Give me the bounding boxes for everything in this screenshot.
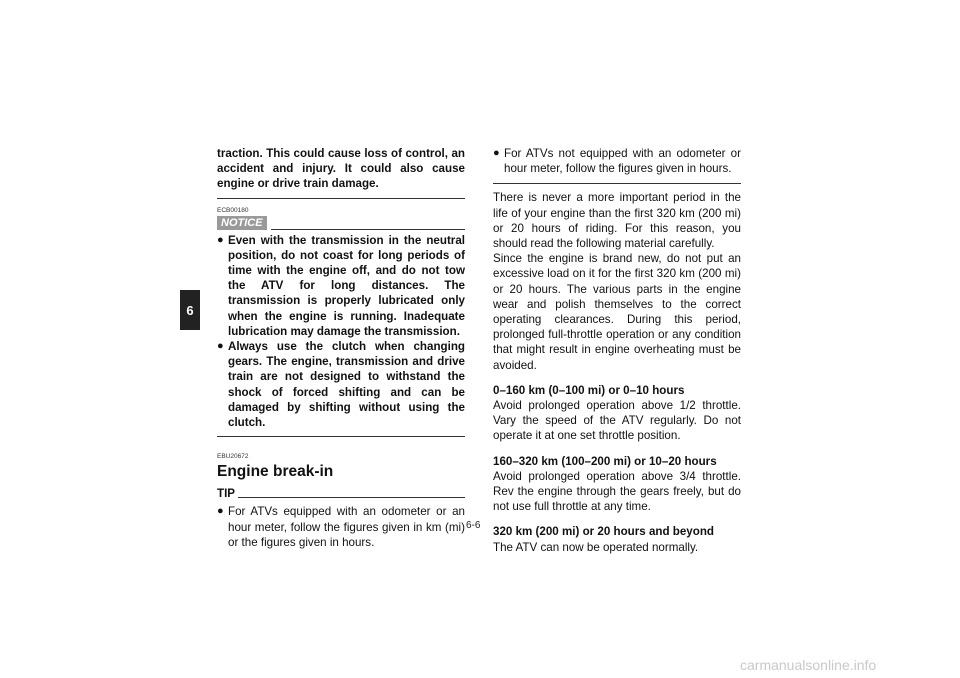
stage-3-body: The ATV can now be operated normally. xyxy=(493,540,699,554)
notice-header-rule xyxy=(271,229,465,230)
warning-end-rule xyxy=(217,198,465,199)
stage-1-body: Avoid prolonged operation above 1/2 throttle. Vary the speed of the ATV regularly. Do not operate it at one set throttle position. xyxy=(493,399,741,443)
stage-1-title: 0–160 km (0–100 mi) or 0–10 hours xyxy=(493,383,685,397)
page-number: 6-6 xyxy=(466,520,481,531)
stage-2-body: Avoid prolonged operation above 3/4 throttle. Rev the engine through the gears freely, but do not use full throttle at any time. xyxy=(493,469,741,514)
notice-list xyxy=(217,233,465,431)
section-heading: Engine break-in xyxy=(217,463,334,481)
notice-code: ECB00180 xyxy=(217,206,249,214)
tip-header-rule xyxy=(238,497,465,498)
notice-header xyxy=(217,216,465,230)
notice-badge: NOTICE xyxy=(217,216,267,230)
tip-list-continued xyxy=(493,146,741,176)
stage-3-title: 320 km (200 mi) or 20 hours and beyond xyxy=(493,525,714,539)
list-item: ● For ATVs equipped with an odometer or an hour meter, follow the figures given in km (mi) or the figures given in hours. xyxy=(217,505,465,549)
bullet-icon: ● xyxy=(217,340,224,353)
paragraph: Since the engine is brand new, do not put an excessive load on it for the first 320 km (200 mi) or 20 hours. The various parts in the engine wear and polish themselves to the correct operating clearances. During this period, prolonged full-throttle operation or any condition that might result in engine overheating must be avoided. xyxy=(493,252,741,372)
right-column xyxy=(493,146,741,555)
bullet-icon: ● xyxy=(493,147,500,159)
list-item: ● For ATVs not equipped with an odometer or hour meter, follow the figures given in hours. xyxy=(493,147,741,176)
watermark: carmanualsonline.info xyxy=(740,657,877,673)
notice-end-rule xyxy=(217,436,465,437)
left-column xyxy=(217,146,465,550)
chapter-tab: 6 xyxy=(180,290,200,330)
tip-label: TIP xyxy=(217,487,236,501)
tip-list xyxy=(217,504,465,550)
tip-end-rule xyxy=(493,183,741,184)
warning-text: traction. This could cause loss of control, an accident and injury. It could also cause engine or drive train damage. xyxy=(217,147,465,191)
paragraph: There is never a more important period in the life of your engine than the first 320 km (200 mi) or 20 hours of riding. For this reason, you should read the following material carefully. xyxy=(493,191,741,251)
list-item: ● Even with the transmission in the neutral position, do not coast for long periods of time with the engine off, and do not tow the ATV for long distances. The transmission is properly lubricated only when the engine is running. Inadequate lubrication may damage the transmission. xyxy=(217,233,465,338)
tip-header xyxy=(217,486,465,501)
list-item: ● Always use the clutch when changing gears. The engine, transmission and drive train are not designed to withstand the shock of forced shifting and can be damaged by shifting without using the clutch. xyxy=(217,340,465,430)
section-code: EBU20672 xyxy=(217,453,249,461)
stage-2-title: 160–320 km (100–200 mi) or 10–20 hours xyxy=(493,454,717,468)
bullet-icon: ● xyxy=(217,233,224,246)
bullet-icon: ● xyxy=(217,505,224,518)
